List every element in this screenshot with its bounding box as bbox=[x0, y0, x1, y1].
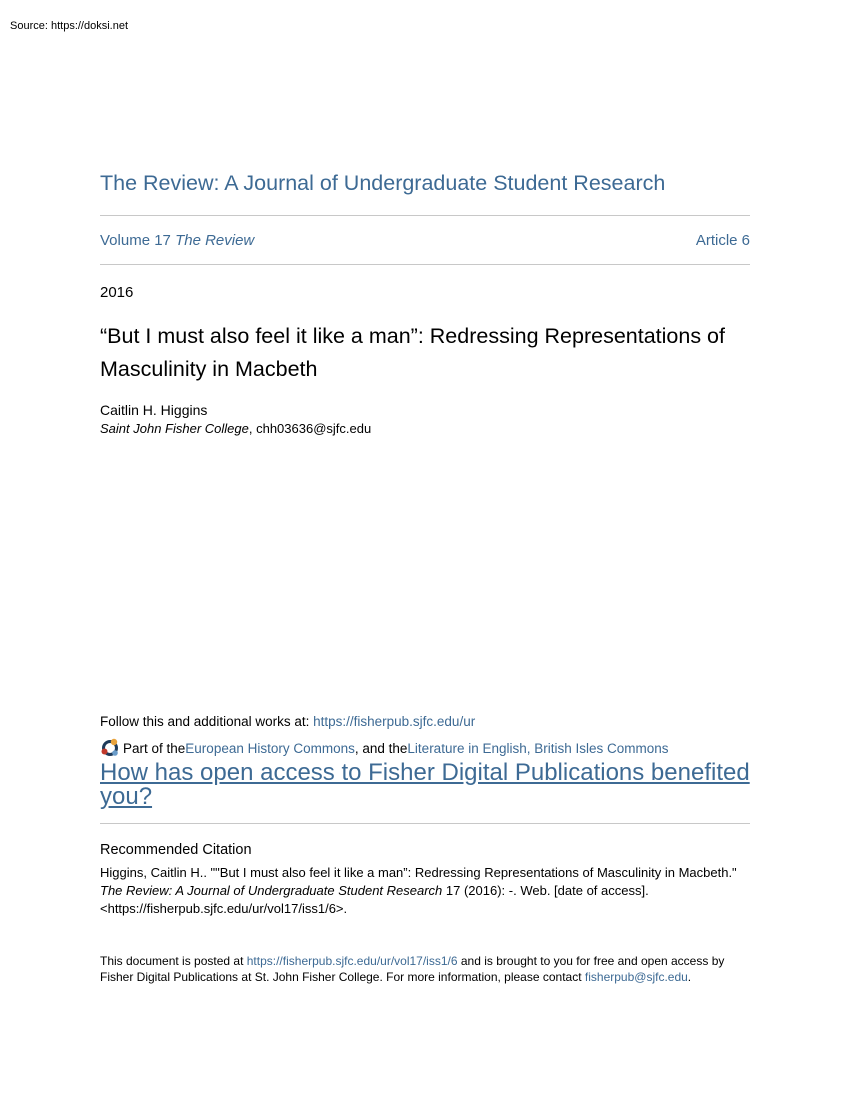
posted-prefix: This document is posted at bbox=[100, 954, 247, 968]
author-email: , chh03636@sjfc.edu bbox=[248, 421, 372, 436]
volume-link[interactable]: Volume 17 bbox=[100, 232, 171, 249]
recommended-citation-heading: Recommended Citation bbox=[100, 842, 252, 858]
network-icon bbox=[100, 738, 120, 758]
posted-suffix: . bbox=[687, 970, 692, 984]
citation-part1: Higgins, Caitlin H.. ""But I must also feel it like a man”: Redressing Representations of Masculinity in Macbeth." bbox=[100, 865, 737, 880]
open-access-feedback-link[interactable]: How has open access to Fisher Digital Publications benefited you? bbox=[100, 759, 750, 810]
part-of-middle: , and the bbox=[354, 740, 408, 756]
follow-line bbox=[100, 714, 475, 729]
contact-email-link[interactable]: fisherpub@sjfc.edu bbox=[584, 970, 688, 984]
divider-citation bbox=[100, 823, 750, 824]
affiliation-name: Saint John Fisher College bbox=[100, 421, 249, 436]
posted-middle: and is brought to you for free and open access by Fisher Digital Publications at St. John Fisher College. For more information, please contact bbox=[100, 954, 725, 984]
posted-url-link[interactable]: https://fisherpub.sjfc.edu/ur/vol17/iss1/6 bbox=[246, 954, 458, 968]
article-number-link[interactable]: Article 6 bbox=[695, 232, 750, 249]
volume-line bbox=[100, 232, 254, 249]
author-affiliation bbox=[100, 421, 371, 436]
divider-volume bbox=[100, 264, 750, 265]
citation-text bbox=[100, 864, 760, 918]
publication-year: 2016 bbox=[100, 284, 134, 301]
series-name: The Review bbox=[175, 232, 255, 249]
author-name: Caitlin H. Higgins bbox=[100, 402, 208, 418]
literature-commons-link[interactable]: Literature in English, British Isles Commons bbox=[407, 740, 669, 756]
part-of-prefix: Part of the bbox=[123, 740, 186, 756]
posted-notice bbox=[100, 953, 740, 985]
source-note: Source: https://doksi.net bbox=[10, 20, 129, 32]
citation-journal: The Review: A Journal of Undergraduate Student Research bbox=[100, 883, 443, 898]
european-history-commons-link[interactable]: European History Commons bbox=[185, 740, 355, 756]
follow-prefix: Follow this and additional works at: bbox=[100, 714, 314, 729]
journal-title[interactable]: The Review: A Journal of Undergraduate Student Research bbox=[100, 171, 666, 195]
divider-top bbox=[100, 215, 750, 216]
part-of-line bbox=[100, 738, 669, 758]
article-title: “But I must also feel it like a man”: Redressing Representations of Masculinity in Macbeth bbox=[100, 324, 725, 381]
follow-link[interactable]: https://fisherpub.sjfc.edu/ur bbox=[313, 714, 476, 729]
citation-part2: 17 (2016): -. Web. [date of access]. <https://fisherpub.sjfc.edu/ur/vol17/iss1/6>. bbox=[100, 883, 649, 916]
series-link[interactable] bbox=[175, 232, 254, 249]
